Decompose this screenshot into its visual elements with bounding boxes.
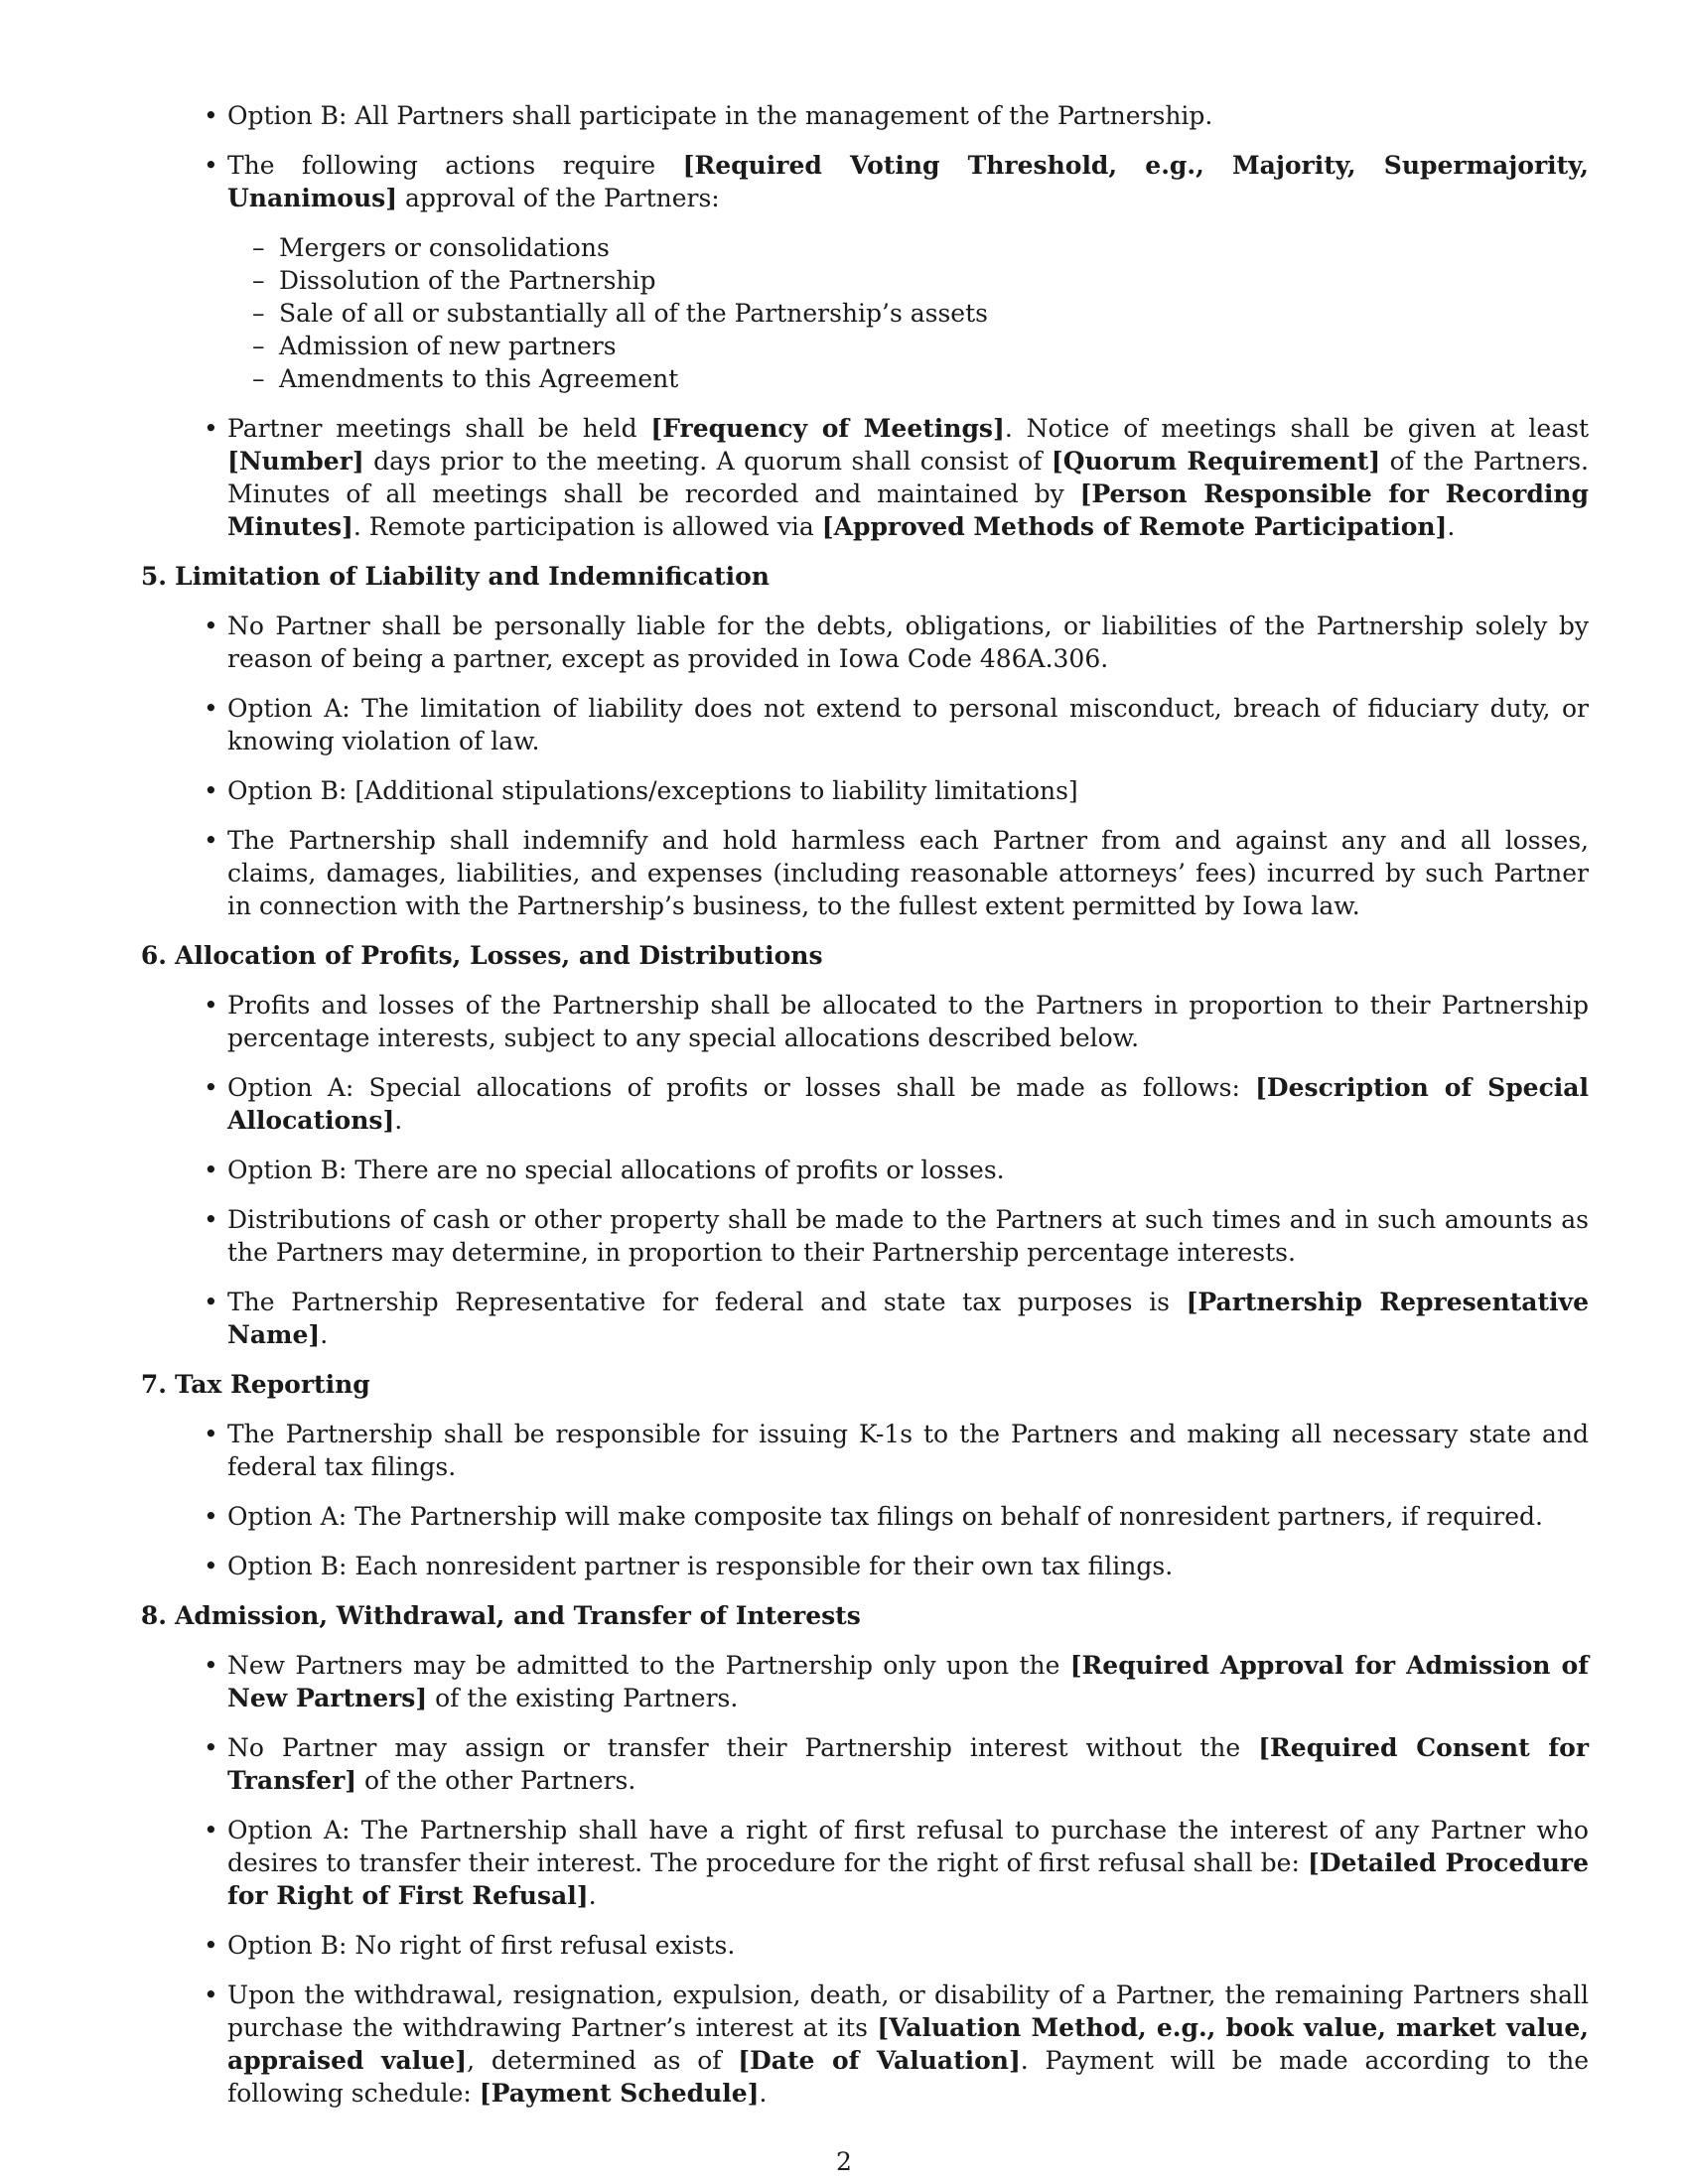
- placeholder-minutes-person: [Person Responsible for Recording Minutes]: [227, 479, 1589, 541]
- placeholder-admission-approval: [Required Approval for Admission of New Partners]: [227, 1651, 1589, 1712]
- list-item: • Upon the withdrawal, resignation, expulsion, death, or disability of a Partner, the remaining Partners shall purchase the withdrawing Partner’s interest at its [Valuation Method, e.g., book value, market value, appraised value], determined as of [Date of Valuation]. Payment will be made according to the following schedule: [Payment Schedule].: [127, 1979, 1589, 2110]
- list-item: • Partner meetings shall be held [Frequency of Meetings]. Notice of meetings shall be given at least [Number] days prior to the meeting. A quorum shall consist of [Quorum Requirement] of the Partners. Minutes of all meetings shall be recorded and maintained by [Person Responsible for Recording Minutes]. Remote participation is allowed via [Approved Methods of Remote Participation].: [127, 412, 1589, 543]
- list-item: • The Partnership Representative for federal and state tax purposes is [Partnership Representative Name].: [127, 1286, 1589, 1351]
- list-item: • Option B: All Partners shall participate in the management of the Partnership.: [127, 99, 1589, 132]
- allocation-list: [127, 989, 1589, 1351]
- list-item: • No Partner may assign or transfer their Partnership interest without the [Required Consent for Transfer] of the other Partners.: [127, 1731, 1589, 1797]
- list-item: • Option A: The limitation of liability does not extend to personal misconduct, breach of fiduciary duty, or knowing violation of law.: [127, 692, 1589, 757]
- section-heading-tax: 7. Tax Reporting: [140, 1370, 370, 1399]
- tax-list: [127, 1418, 1589, 1582]
- list-item: • Profits and losses of the Partnership shall be allocated to the Partners in proportion to their Partnership percentage interests, subject to any special allocations described below.: [127, 989, 1589, 1054]
- placeholder-valuation-date: [Date of Valuation]: [738, 2046, 1021, 2075]
- placeholder-quorum: [Quorum Requirement]: [1051, 447, 1381, 476]
- page-number: 2: [836, 2147, 852, 2176]
- list-item: • No Partner shall be personally liable for the debts, obligations, or liabilities of the Partnership solely by reason of being a partner, except as provided in Iowa Code 486A.306.: [127, 610, 1589, 675]
- placeholder-transfer-consent: [Required Consent for Transfer]: [227, 1733, 1590, 1795]
- list-item: • The following actions require [Required Voting Threshold, e.g., Majority, Supermajority, Unanimous] approval of the Partners: – Mergers or consolidations – Dissolution of the Partnership – Sale of all or substantially all of the Partnership’s assets – Admission of new partners – Amendments to this Agreement: [127, 149, 1589, 395]
- list-item: • Option A: The Partnership will make composite tax filings on behalf of nonresident partners, if required.: [127, 1500, 1589, 1533]
- section-heading-allocation: 6. Allocation of Profits, Losses, and Distributions: [140, 941, 823, 970]
- placeholder-valuation-method: [Valuation Method, e.g., book value, market value, appraised value]: [227, 2013, 1590, 2075]
- management-list: [127, 99, 1589, 543]
- list-item: • Option B: No right of first refusal exists.: [127, 1929, 1589, 1962]
- placeholder-payment-schedule: [Payment Schedule]: [479, 2079, 760, 2108]
- list-item: • Option A: Special allocations of profits or losses shall be made as follows: [Description of Special Allocations].: [127, 1071, 1589, 1137]
- document-body: [127, 99, 1589, 2126]
- sub-list-item: – Admission of new partners: [227, 330, 1589, 362]
- section-heading-admission: 8. Admission, Withdrawal, and Transfer of Interests: [140, 1601, 861, 1630]
- placeholder-special-allocations: [Description of Special Allocations]: [227, 1073, 1589, 1135]
- sub-list-item: – Sale of all or substantially all of the Partnership’s assets: [227, 297, 1589, 330]
- liability-list: [127, 610, 1589, 922]
- sub-list-item: – Mergers or consolidations: [227, 231, 1589, 264]
- sub-list-item: – Amendments to this Agreement: [227, 362, 1589, 395]
- list-item: • Distributions of cash or other property shall be made to the Partners at such times and in such amounts as the Partners may determine, in proportion to their Partnership percentage interests.: [127, 1203, 1589, 1269]
- section-heading-liability: 5. Limitation of Liability and Indemnification: [140, 562, 770, 591]
- admission-list: [127, 1649, 1589, 2110]
- list-item: • The Partnership shall indemnify and hold harmless each Partner from and against any and all losses, claims, damages, liabilities, and expenses (including reasonable attorneys’ fees) incurred by such Partner in connection with the Partnership’s business, to the fullest extent permitted by Iowa law.: [127, 824, 1589, 922]
- voting-actions-list: [227, 231, 1589, 395]
- list-item: • Option B: [Additional stipulations/exceptions to liability limitations]: [127, 774, 1589, 807]
- placeholder-meeting-frequency: [Frequency of Meetings]: [650, 414, 1005, 443]
- placeholder-representative-name: [Partnership Representative Name]: [227, 1288, 1589, 1349]
- list-item: • New Partners may be admitted to the Partnership only upon the [Required Approval for Admission of New Partners] of the existing Partners.: [127, 1649, 1589, 1714]
- placeholder-first-refusal-procedure: [Detailed Procedure for Right of First Refusal]: [227, 1848, 1589, 1910]
- list-item: • Option B: There are no special allocations of profits or losses.: [127, 1154, 1589, 1186]
- list-item: • The Partnership shall be responsible for issuing K-1s to the Partners and making all necessary state and federal tax filings.: [127, 1418, 1589, 1483]
- list-item: • Option B: Each nonresident partner is responsible for their own tax filings.: [127, 1550, 1589, 1582]
- placeholder-notice-days: [Number]: [227, 447, 364, 476]
- list-item: • Option A: The Partnership shall have a right of first refusal to purchase the interest of any Partner who desires to transfer their interest. The procedure for the right of first refusal shall be: [Detailed Procedure for Right of First Refusal].: [127, 1814, 1589, 1912]
- sub-list-item: – Dissolution of the Partnership: [227, 264, 1589, 297]
- placeholder-voting-threshold: [Required Voting Threshold, e.g., Majority, Supermajority, Unanimous]: [227, 151, 1589, 212]
- placeholder-remote-methods: [Approved Methods of Remote Participation]: [821, 512, 1448, 541]
